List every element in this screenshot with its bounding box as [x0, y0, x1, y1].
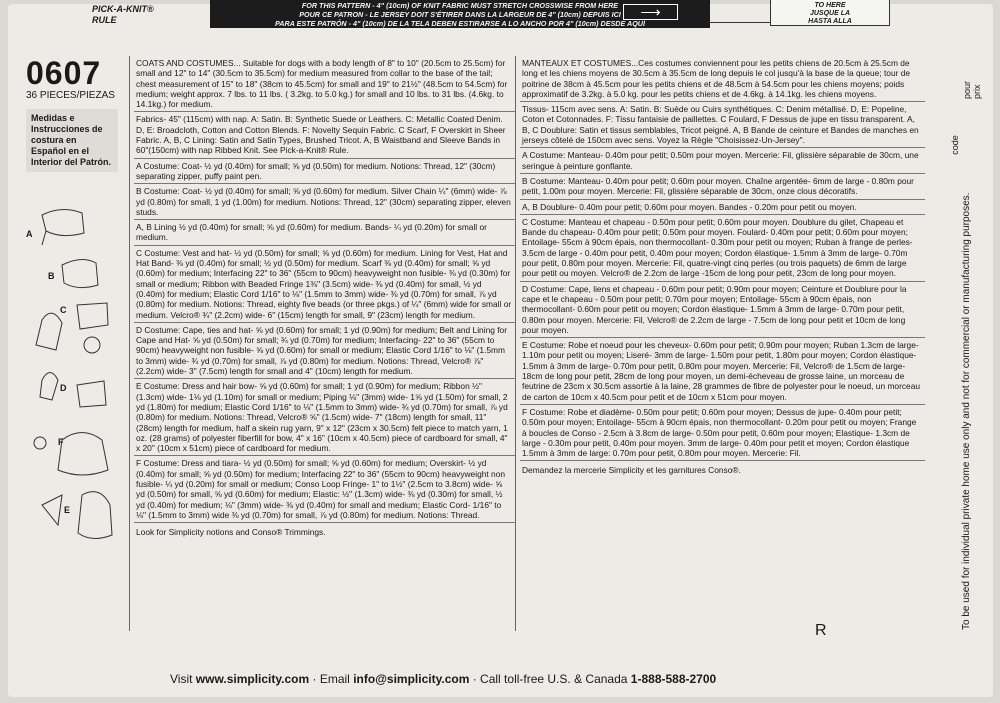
side-strip — [935, 70, 983, 630]
illustration-label-a: A — [26, 229, 33, 239]
usage-disclaimer: To be used for individual private home use only and not for commercial or manufacturing purposes. — [961, 192, 972, 630]
french-ab-lining: A, B Doublure- 0.40m pour petit; 0.60m pour moyen. Bandes - 0.20m pour petit ou moyen. — [520, 200, 925, 215]
email-label: · Email — [312, 672, 350, 686]
illustration-label-f: F — [58, 437, 64, 447]
english-yardage-column — [129, 56, 515, 631]
band-line-fr: POUR CE PATRON - LE JERSEY DOIT S'ÉTIRER DANS LA LARGEUR DE 4" (10cm) DEPUIS ICI — [299, 10, 621, 19]
english-ab-lining: A, B Lining ½ yd (0.40m) for small; ⅝ yd (0.60m) for medium. Bands- ¼ yd (0.20m) for small or medium. — [134, 220, 515, 246]
english-b-costume: B Costume: Coat- ½ yd (0.40m) for small; ⅝ yd (0.60m) for medium. Silver Chain ¼" (6mm) wide- ⅞ yd (0.80m) for small, 1 yd (1.00m) for medium. Notions: Thread, 12" (30cm) separating zipper, eleven studs. — [134, 184, 515, 220]
english-a-costume: A Costume: Coat- ½ yd (0.40m) for small; ⅝ yd (0.50m) for medium. Notions: Thread, 12" (30cm) separating zipper, puffy paint pen. — [134, 159, 515, 185]
dog-costume-sketches — [22, 205, 122, 545]
email-link[interactable]: info@simplicity.com — [353, 672, 470, 686]
pattern-number: 0607 — [26, 55, 102, 91]
costume-illustrations — [22, 205, 122, 545]
call-label: · Call toll-free U.S. & Canada — [472, 672, 628, 686]
top-bar — [20, 0, 980, 26]
phone-number[interactable]: 1-888-588-2700 — [630, 672, 717, 686]
french-e-costume: E Costume: Robe et noeud pour les cheveux- 0.60m pour petit; 0.90m pour moyen; Ruban 1.3cm de large- 1.10m pour petit ou moyen; Liseré- 3mm de large- 1.50m pour petit, 1.80m pour moyen; Cordon élastique- 1.5mm à 3mm de large- 0.70m pour petit, 0.80m pour moyen. Mercerie: Fil, Velcro® de 1.5cm de large- 18cm de long pour petit, 28cm de long pour moyen, un demi-écheveau de grosse laine, un morceau de feutrine de 23cm x 30.5cm assortie à la laine, 28 grammes de fibre de polyester pour le noeud, un morceau de carton de 10cm x 40.5cm pour petit et de 10cm x 51cm pour moyen. — [520, 338, 925, 405]
french-c-costume: C Costume: Manteau et chapeau - 0.50m pour petit; 0.60m pour moyen. Doublure du gilet, Chapeau et Bande du chapeau- 0.40m pour petit; 0.50m pour moyen. Foulard- 0.40m pour petit; 0.60m pour moyen; Entoilage- 55cm à 90cm épais, non thermocollant- 0.30m pour petit ou moyen; Ruban à frange de perles- 3.5cm de large - 0.40m pour petit, 0.40m pour moyen; Cordon élastique- 1.5mm à 3mm de large- 0.70m pour petit, 0.80m pour moyen. Mercerie: Fil, quatre-vingt cinq perles (ou trois paquets) de 6mm de large pour petit ou moyen. Velcro® de 2.2cm de large -15cm de long pour petit, 23cm de long pour moyen. — [520, 215, 925, 282]
illustration-label-e: E — [64, 505, 71, 515]
r-mark: R — [815, 622, 827, 639]
french-yardage-column — [515, 56, 925, 631]
arrow-right-icon: ⟶ — [623, 4, 678, 20]
french-a-costume: A Costume: Manteau- 0.40m pour petit; 0.50m pour moyen. Mercerie: Fil, glissière séparable de 30cm, une seringue à peinture gonflante. — [520, 148, 925, 174]
english-c-costume: C Costume: Vest and hat- ½ yd (0.50m) for small; ⅝ yd (0.60m) for medium. Lining for Vest, Hat and Hat Band- ⅜ yd (0.40m) for small; ½ yd (0.50m) for medium. Scarf ⅜ yd (0.40m) for small; ⅝ yd (0.60m) for medium; Interfacing 22" to 36" (55cm to 90cm) heavyweight non fusible- ⅜ yd (0.30m) for small or medium; Ribbon with Beaded Fringe 1⅜" (3.5cm) wide- ⅜ yd (0.40m) for small, ½ yd (0.40m) for medium; Elastic Cord 1/16" to ⅛" (1.5mm to 3mm) wide- ⅜ yd (0.70m) for small, ⅞ yd (0.80m) for medium. Notions: Thread, eighty five beads (or three pkgs.) of ¼" (6mm) wide for small or medium. Velcro® ¾" (2.2cm) wide- 6" (15cm) length for small, 9" (23cm) length for medium. — [134, 246, 515, 323]
french-tissus: Tissus- 115cm avec sens. A: Satin. B: Suède ou Cuirs synthétiques. C: Denim métallisé. D, E: Popeline, Coton et Cotonnades. F: Tissu fantaisie de paillettes. C Foulard, F Dessus de jupe en tissu transparent. A, B, C Doublure: Satin et tissus semblables, Tricot peigné. A, B Bande de ceinture et Bandes de manches en jerseys côtelé de 150cm avec sens. Voyez la Règle "Choisissez-Un-Jersey". — [520, 102, 925, 148]
illustration-label-d: D — [60, 383, 67, 393]
pick-a-knit-rule: RULE — [92, 15, 117, 25]
stretch-line — [710, 22, 770, 23]
french-b-costume: B Costume: Manteau- 0.40m pour petit; 0.60m pour moyen. Chaîne argentée- 6mm de large - 0.80m pour petit, 1.00m pour moyen. Mercerie: Fil, glissière séparable de 30cm, onze clous décoratifs. — [520, 174, 925, 200]
english-f-costume: F Costume: Dress and tiara- ½ yd (0.50m) for small; ⅝ yd (0.60m) for medium; Overskirt- ½ yd (0.40m) for small; ⅝ yd (0.50m) for medium; Interfacing 22" to 36" (55cm to 90cm) heavyweight non fusible- ¼ yd (0.20m) for small or medium; Conso Loop Fringe- 1" to 1½" (2.5cm to 3.8cm) wide- ⅝ yd (0.50m) for small, ⅝ yd (0.60m) for medium; Elastic: ½" (1.3cm) wide- ⅜ yd (0.30m) for small, ½ yd (0.40m) for medium; ⅛" (3mm) wide- ⅜ yd (0.40m) for small and medium; Elastic Cord- 1/16" to ⅛" (1.5mm to 3mm) wide ⅜ yd (0.70m) for small, ⅞ yd (0.80m) for medium. Notions: Thread. — [134, 456, 515, 523]
pour-prix-label: pour prix — [962, 80, 983, 100]
english-intro: COATS AND COSTUMES... Suitable for dogs with a body length of 8" to 10" (20.5cm to 25.5cm) for small and 12" to 14" (30.5cm to 35.5cm) for medium measured from collar to the base of the tail; chest measurement of 15" to 18" (38cm to 45.5cm) for small and 19" to 21½" (48.5cm to 54.5cm) for medium; weight approx. 7 lbs. to 11 lbs. ( 3.2kg. to 5.0 kg.) for small and 10 lbs. to 31 lbs. (4.6kg. to 14.1kg.) for medium. — [134, 56, 515, 112]
website-link[interactable]: www.simplicity.com — [195, 672, 310, 686]
footer-contact — [170, 672, 870, 686]
illustration-label-c: C — [60, 305, 67, 315]
band-line-en: FOR THIS PATTERN - 4" (10cm) OF KNIT FABRIC MUST STRETCH CROSSWISE FROM HERE — [301, 1, 619, 10]
english-note: Look for Simplicity notions and Conso® Trimmings. — [136, 527, 326, 538]
visit-label: Visit — [170, 672, 193, 686]
pick-a-knit-title: PICK-A-KNIT® — [92, 4, 154, 14]
english-e-costume: E Costume: Dress and hair bow- ⅝ yd (0.60m) for small; 1 yd (0.90m) for medium; Ribbon ½" (1.3cm) wide- 1⅛ yd (1.10m) for small or medium; Piping ⅛" (3mm) wide- 1⅝ yd (1.50m) for small, 2 yd (1.80m) for medium; Elastic Cord 1/16" to ⅛" (1.5mm to 3mm) wide- ¾ yd (0.70m) for small, ⅞ yd (0.80m) for medium. Notions: Thread, Velcro® ⅝" (1.5cm) wide- 7" (18cm) length for small, 11" (28cm) length for medium, half a skein rug yarn, 9" x 12" (23cm x 30.5cm) felt piece to match yarn, 1 oz. (28 grams) of polyester fiberfill for bow, 4" x 16" (10cm x 40.5cm) piece of cardboard for small, 4" x 20" (10cm x 51cm) piece of cardboard for medium. — [134, 379, 515, 456]
french-d-costume: D Costume: Cape, liens et chapeau - 0.60m pour petit; 0.90m pour moyen; Ceinture et Doublure pour la cape et le chapeau - 0.50m pour petit; 0.70m pour moyen; Entoilage- 55cm à 90cm épais, non thermocollant- 0.60m pour petit ou moyen; Cordon élastique- 1.5mm à 3mm de large- 0.70m pour petit, 0.80m pour moyen. Mercerie: Fil, Velcro® de 2.2cm de large - 7.5cm de long pour petit et 10cm de long pour moyen. — [520, 282, 925, 338]
english-fabrics: Fabrics- 45" (115cm) with nap. A: Satin. B: Synthetic Suede or Leathers. C: Metallic Coated Denim. D, E: Broadcloth, Cotton and Cotton Blends. F: Novelty Sequin Fabric. C Scarf, F Overskirt in Sheer Fabric. A, B, C Lining: Satin and Satin Types, Brushed Tricot. A, B Waistband and Sleeve Bands in 60"(150cm) with nap Ribbed Knit. See Pick-a-Knit® Rule. — [134, 112, 515, 158]
english-d-costume: D Costume: Cape, ties and hat- ⅝ yd (0.60m) for small; 1 yd (0.90m) for medium; Belt and Lining for Cape and Hat- ⅝ yd (0.50m) for small; ¾ yd (0.70m) for medium; Interfacing- 22" to 36" (55cm to 90cm) heavyweight non fusible- ⅝ yd (0.60m) for small or medium; Elastic Cord 1/16" to ⅛" (1.5mm to 3mm) wide- ¾ yd (0.70m) for small, ⅞ yd (0.80m) for medium. Notions: Thread, Velcro® ⅞" (2.2cm) wide- 3" (7.5cm) length for small and 4" (10cm) length for medium. — [134, 323, 515, 379]
spanish-note: Medidas e Instrucciones de costura en Español en el Interior del Patrón. — [26, 109, 118, 172]
code-label: code — [949, 135, 960, 155]
band-line-es: PARA ESTE PATRÓN - 4" (10cm) DE LA TELA DEBEN ESTIRARSE A LO ANCHO POR 4" (10cm) DESDE AQUÍ — [275, 19, 645, 28]
to-here-box — [770, 0, 890, 26]
french-f-costume: F Costume: Robe et diadème- 0.50m pour petit; 0.60m pour moyen; Dessus de jupe- 0.40m pour petit; 0.50m pour moyen; Entoilage- 55cm à 90cm épais, non thermocollant- 0.20m pour petit ou moyen; Frange à boucles de Conso - 2.5cm à 3.8cm de large- 0.50m pour petit, 0.60m pour moyen; Elastique- 1.3cm de large - 0.30m pour petit, 0.40m pour moyen. 3mm de large- 0.40m pour petit et moyen; Cordon élastique 1.5mm à 3mm de large: 0.70m pour petit, 0.80m pour moyen. Mercerie: Fil. — [520, 405, 925, 461]
pieces-count: 36 PIECES/PIEZAS — [26, 90, 115, 101]
french-intro: MANTEAUX ET COSTUMES...Ces costumes conviennent pour les petits chiens de 20.5cm à 25.5cm de long et les chiens moyens de 30.5cm à 35.5cm de long depuis le col jusqu'à la base de la queue; tour de poitrine de 38cm à 45.5cm pour les petits chiens et de 48.5cm à 54.5cm pour les chiens moyens; poids approximatif de 3.2kg. à 5.0 kg. pour les petits chiens et de 4.6kg. à 14.1kg. les chiens moyens. — [520, 56, 925, 102]
pick-a-knit-label — [92, 4, 154, 26]
french-note: Demandez la mercerie Simplicity et les garnitures Conso®. — [522, 465, 741, 476]
to-here-fr: JUSQUE LA — [809, 10, 851, 17]
left-column — [26, 56, 126, 172]
to-here-en: TO HERE — [814, 2, 846, 9]
to-here-es: HASTA ALLA — [808, 18, 852, 25]
illustration-label-b: B — [48, 271, 55, 281]
